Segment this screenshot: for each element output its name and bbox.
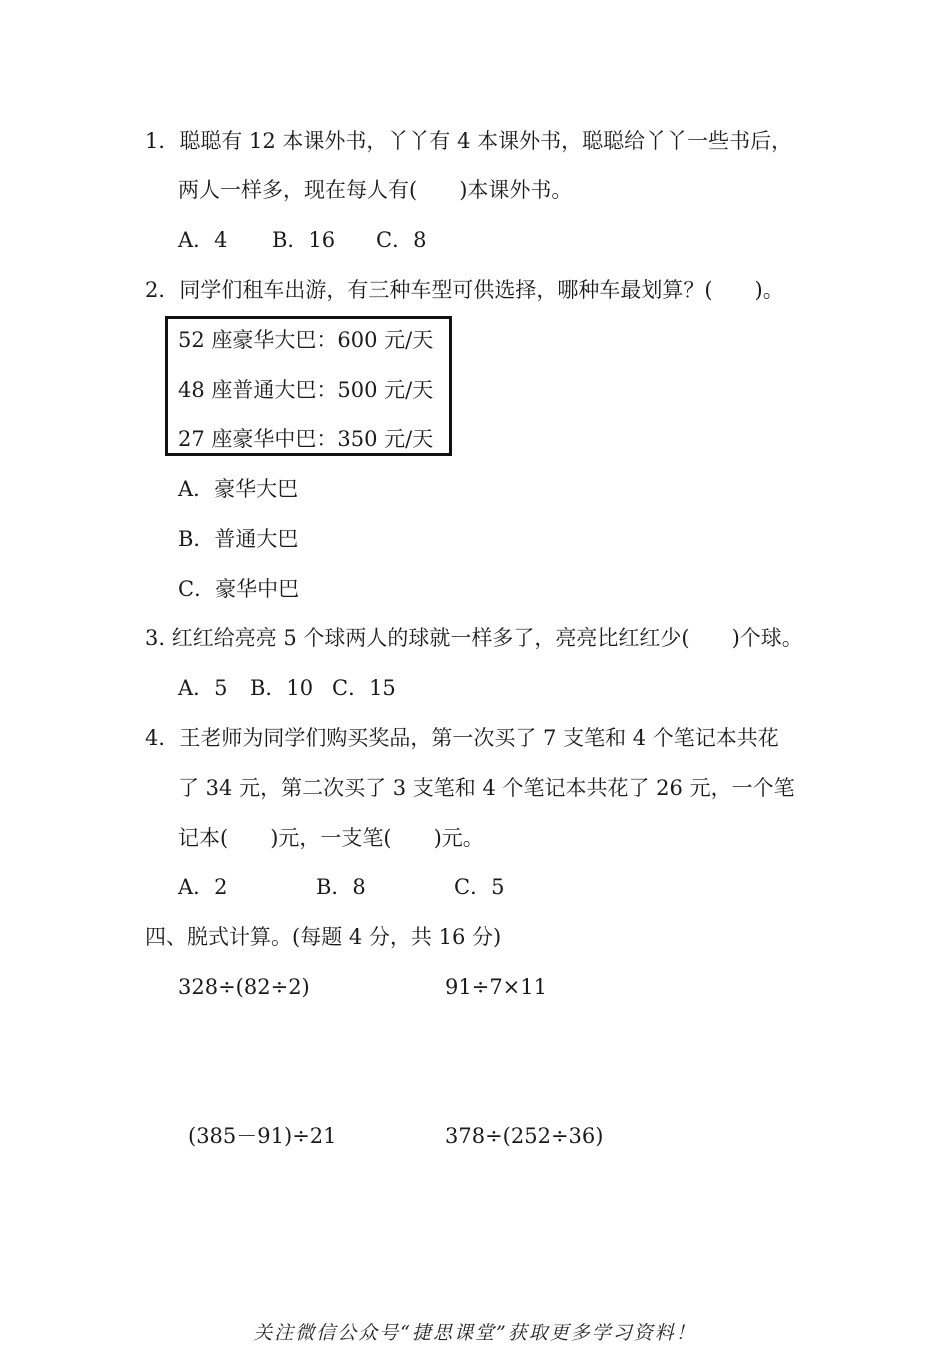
question-2-option-c: C．豪华中巴: [178, 577, 300, 601]
question-4-line-3: 记本( )元，一支笔( )元。: [178, 826, 484, 850]
option-c: C．15: [332, 676, 396, 700]
option-c: C．8: [376, 228, 427, 252]
question-4-line-1: 4．王老师为同学们购买奖品，第一次买了 7 支笔和 4 个笔记本共花: [145, 726, 779, 750]
option-a: A．4: [178, 228, 228, 252]
question-2-option-b: B．普通大巴: [178, 527, 299, 551]
calc-problem-2: 91÷7×11: [445, 975, 547, 999]
calc-problem-3: (385－91)÷21: [188, 1124, 337, 1148]
price-row-3: 27 座豪华中巴：350 元/天: [178, 427, 434, 451]
question-2-line-1: 2．同学们租车出游，有三种车型可供选择，哪种车最划算？( )。: [145, 278, 784, 302]
section-4-heading: 四、脱式计算。(每题 4 分，共 16 分): [145, 925, 502, 949]
calc-problem-1: 328÷(82÷2): [178, 975, 310, 999]
question-3-line-1: 3. 红红给亮亮 5 个球两人的球就一样多了，亮亮比红红少( )个球。: [145, 626, 803, 650]
option-a: A．5: [178, 676, 228, 700]
option-b: B．10: [250, 676, 314, 700]
option-a: A．2: [178, 875, 228, 899]
question-1-line-1: 1．聪聪有 12 本课外书，丫丫有 4 本课外书，聪聪给丫丫一些书后，: [145, 129, 793, 153]
footer-note: 关注微信公众号“捷思课堂”获取更多学习资料！: [253, 1322, 697, 1344]
price-row-1: 52 座豪华大巴：600 元/天: [178, 328, 434, 352]
option-b: B．8: [316, 875, 366, 899]
question-4-options: [178, 873, 504, 901]
calc-problem-4: 378÷(252÷36): [445, 1124, 604, 1148]
question-4-line-2: 了 34 元，第二次买了 3 支笔和 4 个笔记本共花了 26 元，一个笔: [178, 776, 795, 800]
option-c: C．5: [454, 875, 505, 899]
question-1-line-2: 两人一样多，现在每人有( )本课外书。: [178, 178, 573, 202]
question-3-options: [178, 674, 396, 702]
price-row-2: 48 座普通大巴：500 元/天: [178, 378, 434, 402]
question-1-options: [178, 226, 426, 254]
question-2-option-a: A．豪华大巴: [178, 477, 299, 501]
option-b: B．16: [272, 228, 336, 252]
